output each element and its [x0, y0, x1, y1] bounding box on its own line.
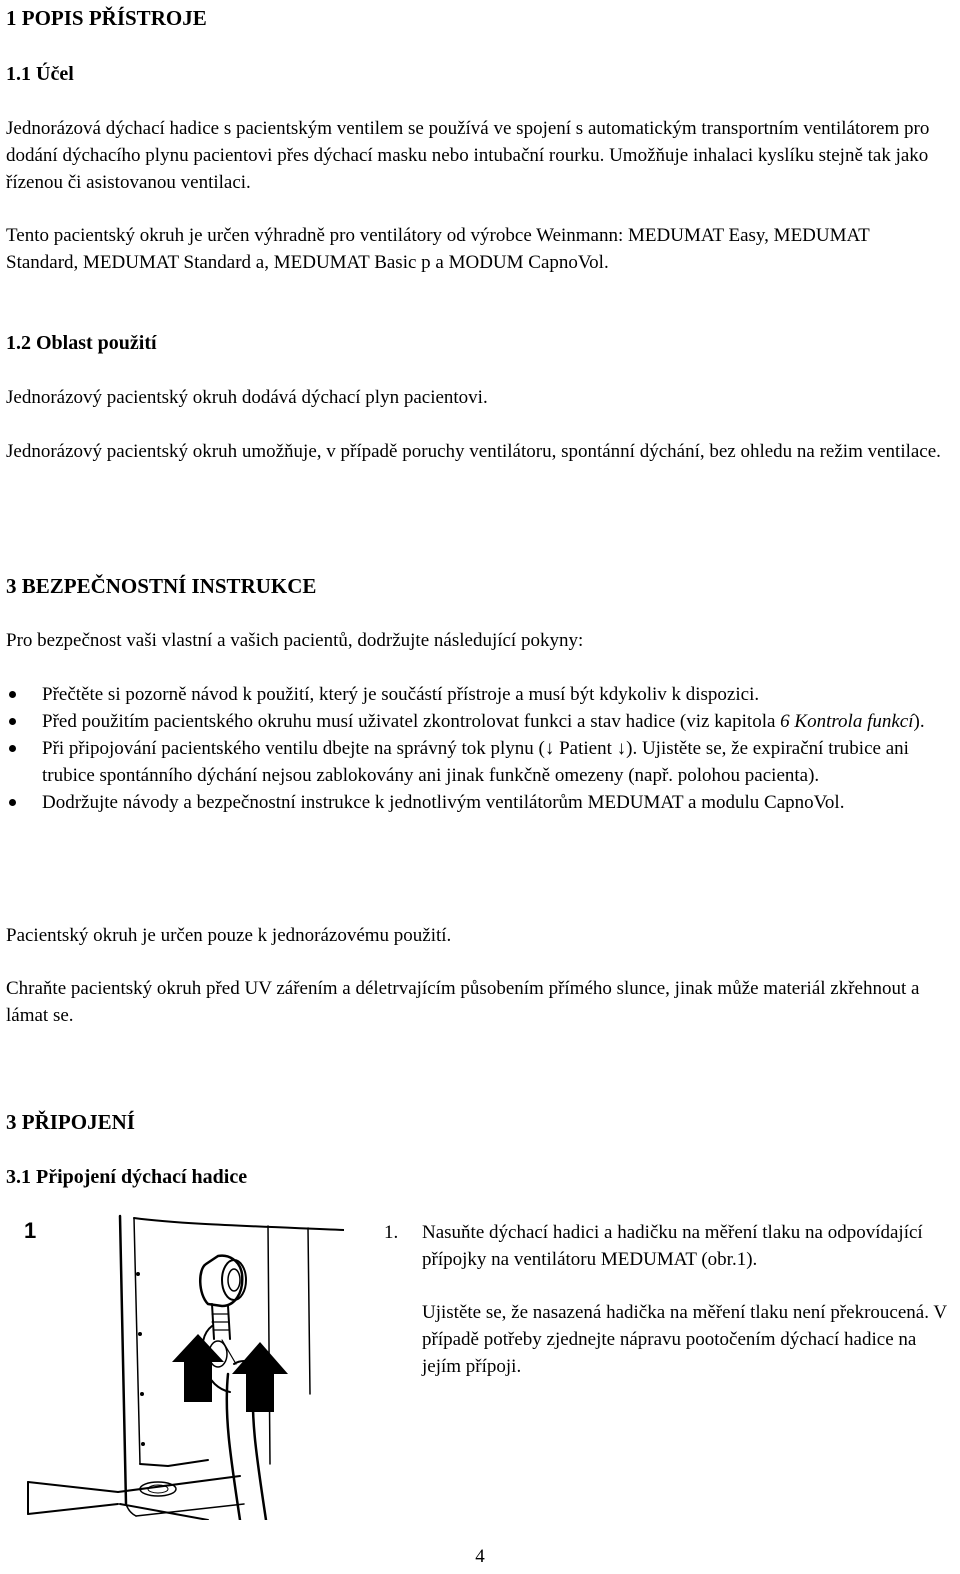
figure-number-label: 1	[24, 1218, 37, 1243]
ventilator-illustration	[8, 1214, 344, 1520]
section-3-safety-title: 3 BEZPEČNOSTNÍ INSTRUKCE	[6, 574, 317, 598]
figure-ventilator-connection	[8, 1214, 344, 1520]
section-1-2-title: 1.2 Oblast použití	[6, 332, 157, 354]
paragraph-compatibility: Tento pacientský okruh je určen výhradně pro ventilátory od výrobce Weinmann: MEDUMAT Easy, MEDUMAT Standard, MEDUMAT Standard a, MEDUMAT Basic p a MODUM CapnoVol.	[6, 225, 870, 273]
bullet-item-gas-flow: Při připojování pacientského ventilu dbejte na správný tok plynu (↓ Patient ↓). Ujistěte se, že expirační trubice ani trubice spontánního dýchání nejsou zablokovány ani jinak funkčně omezeny (např. polohou pacienta).	[6, 735, 948, 789]
section-3-1-title: 3.1 Připojení dýchací hadice	[6, 1166, 248, 1188]
paragraph-uv-warning: Chraňte pacientský okruh před UV zářením a déletrvajícím působením přímého slunce, jinak může materiál zkřehnout a lámat se.	[6, 978, 920, 1026]
connection-steps	[384, 1219, 954, 1380]
step-1-number: 1.	[384, 1222, 399, 1243]
safety-bullet-list	[6, 681, 948, 816]
section-connection-title: 3 PŘIPOJENÍ	[6, 1110, 135, 1134]
section-1-1-title: 1.1 Účel	[6, 63, 74, 85]
step-1-note: Ujistěte se, že nasazená hadička na měření tlaku není překroucená. V případě potřeby zjednejte nápravu pootočením dýchací hadice na jejím přípoji.	[422, 1302, 947, 1377]
paragraph-usage-1: Jednorázový pacientský okruh dodává dýchací plyn pacientovi.	[6, 387, 488, 408]
bullet-item-read-manual: Přečtěte si pozorně návod k použití, který je součástí přístroje a musí být kdykoliv k dispozici.	[6, 681, 948, 708]
step-1-text: Nasuňte dýchací hadici a hadičku na měření tlaku na odpovídající přípojky na ventilátoru MEDUMAT (obr.1).	[422, 1222, 923, 1270]
paragraph-safety-intro: Pro bezpečnost vaši vlastní a vašich pacientů, dodržujte následující pokyny:	[6, 630, 584, 651]
bullet-item-check-function: Před použitím pacientského okruhu musí uživatel zkontrolovat funkci a stav hadice (viz kapitola 6 Kontrola funkcí).	[6, 708, 948, 735]
page-number: 4	[475, 1546, 485, 1567]
bullet-item-follow-instructions: Dodržujte návody a bezpečnostní instrukce k jednotlivým ventilátorům MEDUMAT a modulu CapnoVol.	[6, 789, 948, 816]
paragraph-usage-2: Jednorázový pacientský okruh umožňuje, v případě poruchy ventilátoru, spontánní dýchání, bez ohledu na režim ventilace.	[6, 441, 941, 462]
step-1	[384, 1219, 954, 1273]
paragraph-purpose: Jednorázová dýchací hadice s pacientským ventilem se používá ve spojení s automatickým transportním ventilátorem pro dodání dýchacího plynu pacientovi přes dýchací masku nebo intubační rourku. Umožňuje inhalaci kyslíku stejně tak jako řízenou či asistovanou ventilaci.	[6, 118, 930, 193]
chapter-reference: 6 Kontrola funkcí	[780, 711, 914, 732]
paragraph-single-use: Pacientský okruh je určen pouze k jednorázovému použití.	[6, 925, 452, 946]
section-1-title: 1 POPIS PŘÍSTROJE	[6, 6, 207, 30]
